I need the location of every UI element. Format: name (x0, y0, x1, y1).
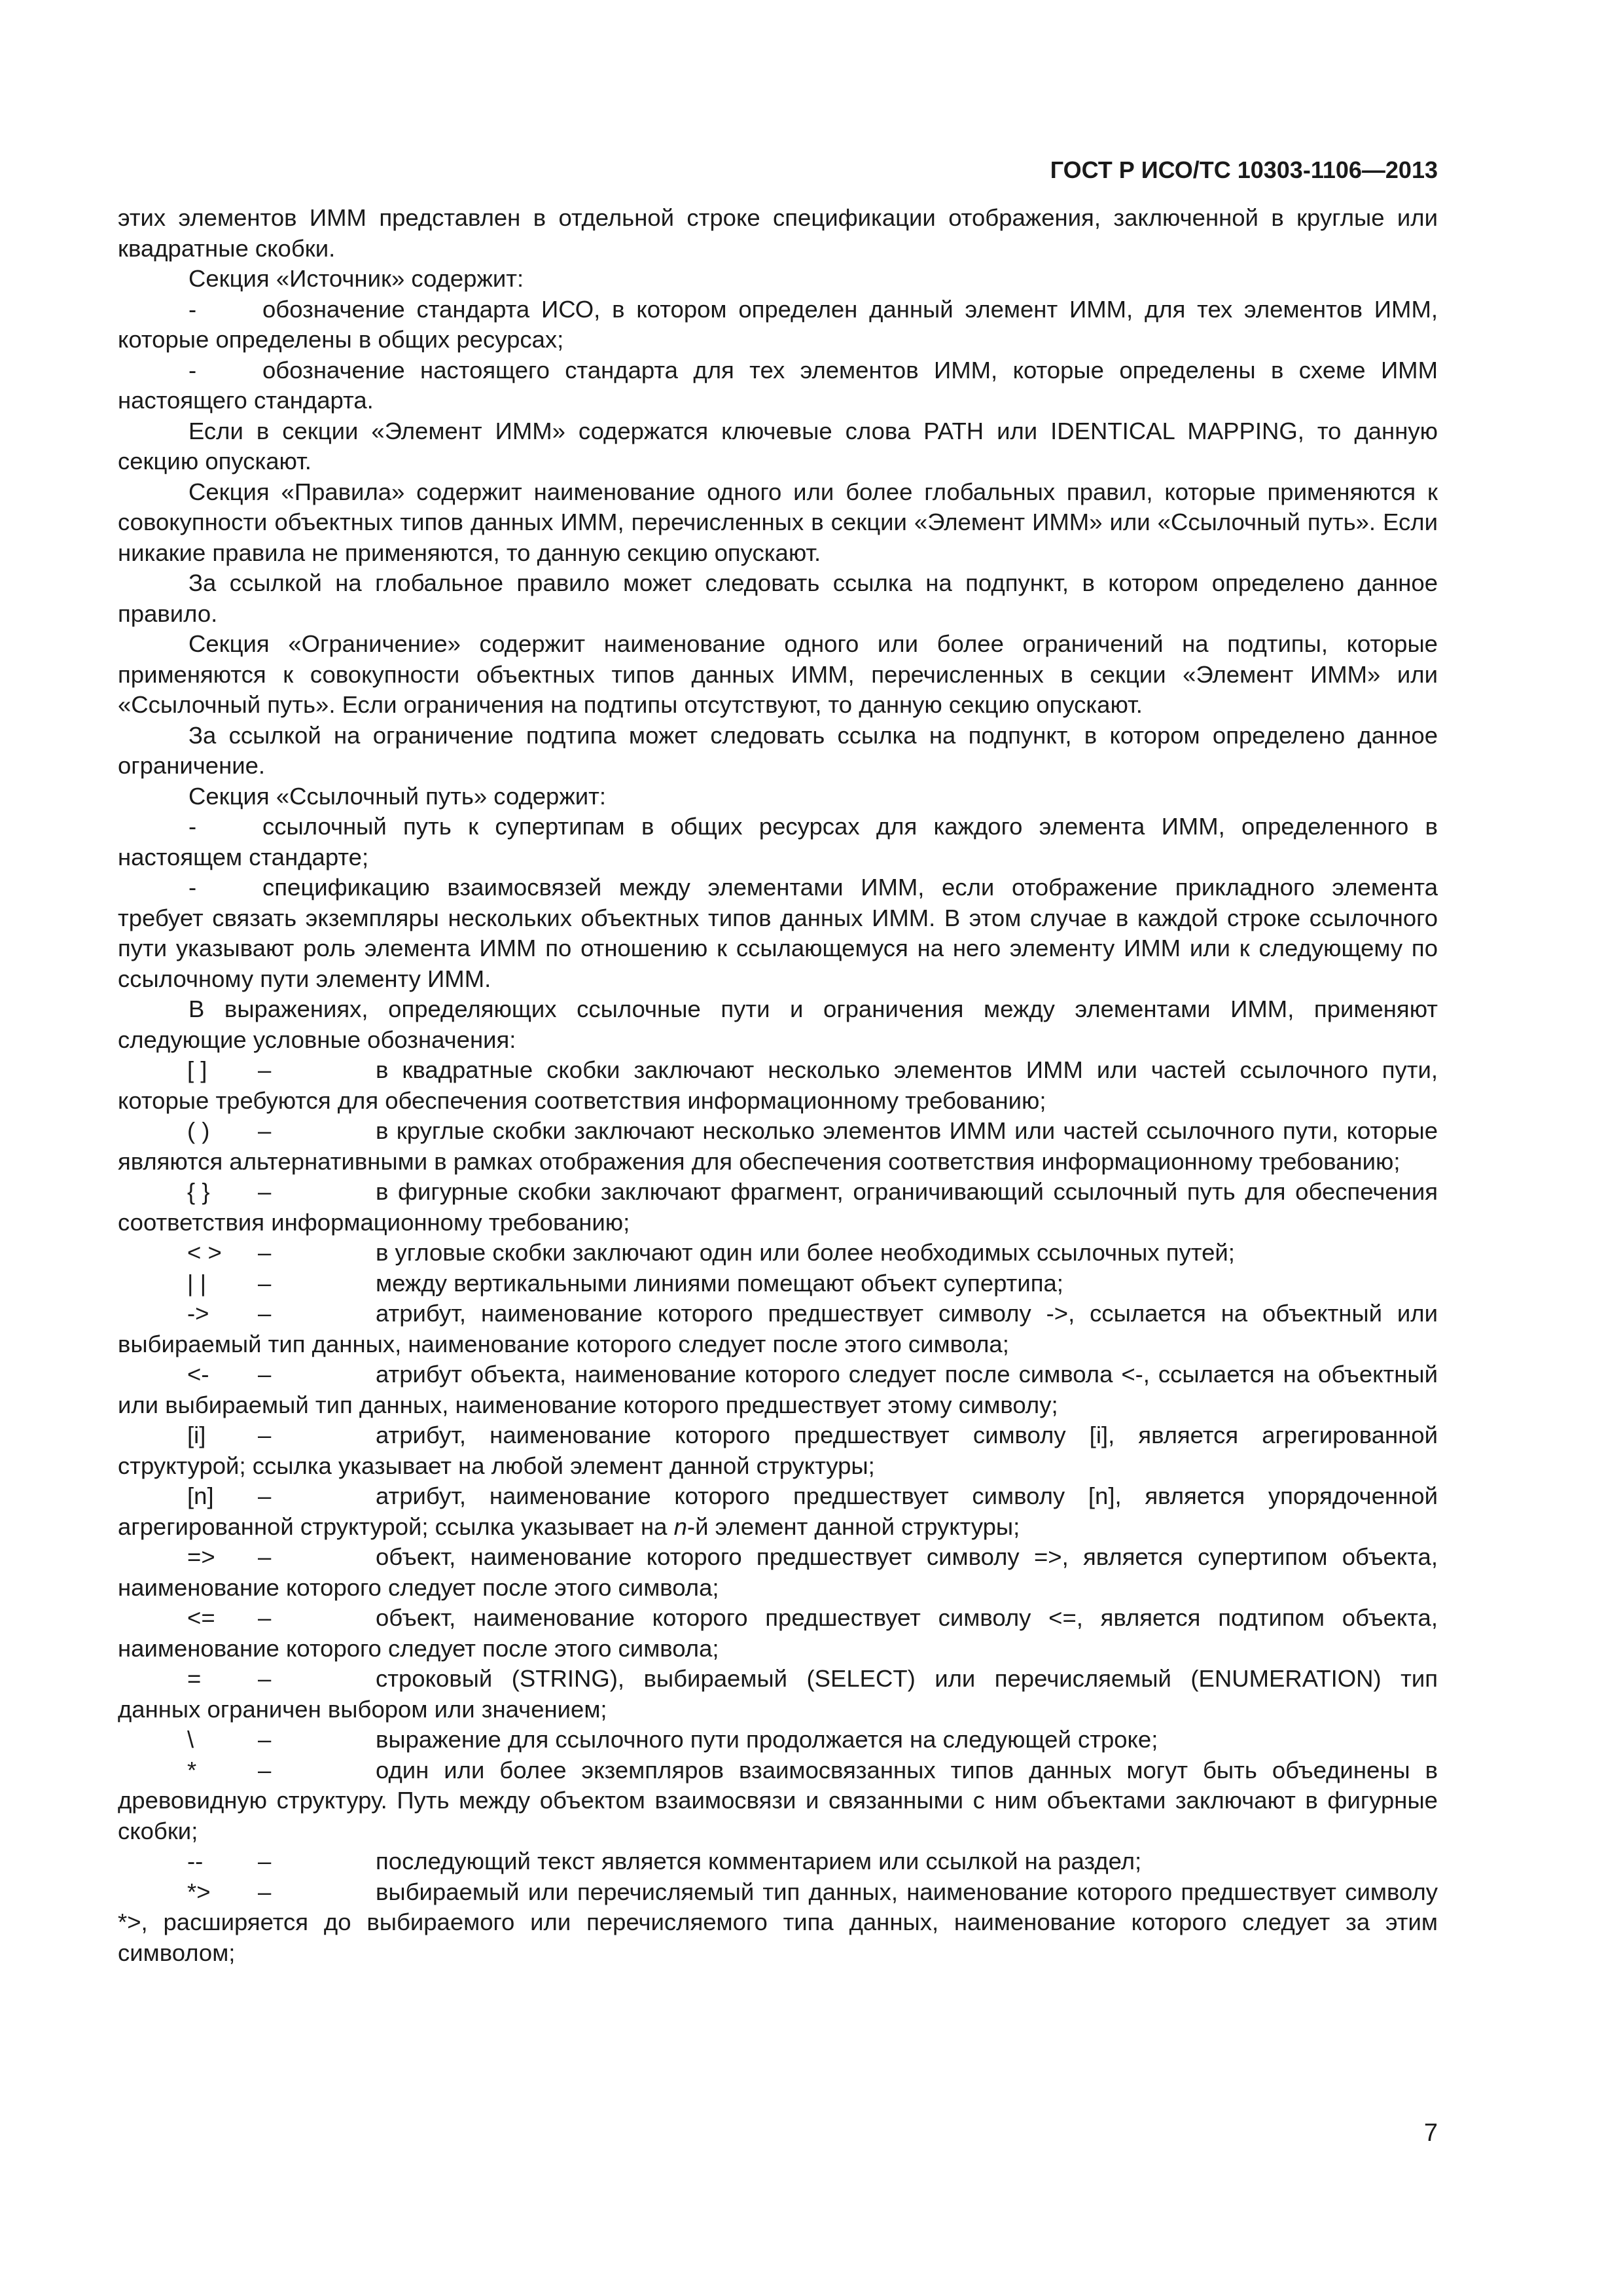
symbol-dash: – (258, 1482, 272, 1509)
symbol-definition (118, 1420, 1438, 1481)
symbol-description-emphasis: n (673, 1513, 687, 1540)
symbol-definition (118, 1481, 1438, 1542)
paragraph: Секция «Правила» содержит наименование одного или более глобальных правил, которые применяются к совокупности объектных типов данных ИММ, перечисленных в секции «Элемент ИММ» или «Ссылочный путь». Если никакие правила не применяются, то данную секцию опускают. (118, 478, 1438, 566)
symbol-dash: – (258, 1178, 272, 1205)
symbol-definition (118, 1877, 1438, 1969)
symbol-description: в квадратные скобки заключают несколько элементов ИММ или частей ссылочного пути, которые требуются для обеспечения соответствия информационному требованию; (118, 1056, 1438, 1114)
symbol-dash: – (258, 1543, 272, 1570)
list-item-text: обозначение стандарта ИСО, в котором определен данный элемент ИММ, для тех элементов ИММ, которые определены в общих ресурсах; (118, 295, 1438, 353)
paragraph: Секция «Ограничение» содержит наименование одного или более ограничений на подтипы, которые применяются к совокупности объектных типов данных ИММ, перечисленных в секции «Элемент ИММ» или «Ссылочный путь». Если ограничения на подтипы отсутствуют, то данную секцию опускают. (118, 630, 1438, 718)
symbol-definition (118, 1268, 1438, 1299)
symbol-notation: { } (187, 1178, 210, 1205)
symbol-description: в фигурные скобки заключают фрагмент, ограничивающий ссылочный путь для обеспечения соответствия информационному требованию; (118, 1178, 1438, 1236)
symbol-description: объект, наименование которого предшествует символу =>, является супертипом объекта, наименование которого следует после этого символа; (118, 1543, 1438, 1601)
symbol-description: объект, наименование которого предшествует символу <=, является подтипом объекта, наименование которого следует после этого символа; (118, 1604, 1438, 1662)
symbol-notation: <= (187, 1604, 215, 1631)
symbol-dash: – (258, 1300, 272, 1327)
paragraph: этих элементов ИММ представлен в отдельной строке спецификации отображения, заключенной в круглые или квадратные скобки. (118, 204, 1438, 262)
symbol-definition (118, 1116, 1438, 1177)
symbol-description: атрибут объекта, наименование которого следует после символа <-, ссылается на объектный или выбираемый тип данных, наименование которого предшествует этому символу; (118, 1361, 1438, 1418)
symbol-notation: *> (187, 1878, 211, 1905)
symbol-list (118, 1055, 1438, 1968)
paragraph: Если в секции «Элемент ИММ» содержатся ключевые слова PATH или IDENTICAL MAPPING, то данную секцию опускают. (118, 417, 1438, 475)
symbol-description: выражение для ссылочного пути продолжается на следующей строке; (376, 1726, 1158, 1753)
paragraph: Секция «Источник» содержит: (188, 265, 524, 292)
document-body (118, 203, 1438, 1968)
symbol-description: между вертикальными линиями помещают объект супертипа; (376, 1269, 1063, 1297)
symbol-dash: – (258, 1756, 272, 1784)
symbol-dash: – (258, 1848, 272, 1874)
list-dash: - (188, 295, 197, 323)
symbol-notation: <- (187, 1361, 209, 1388)
paragraph: Секция «Ссылочный путь» содержит: (188, 782, 607, 810)
symbol-description: атрибут, наименование которого предшествует символу [i], является агрегированной структурой; ссылка указывает на любой элемент данной структуры; (118, 1422, 1438, 1479)
symbol-definition (118, 1299, 1438, 1359)
symbol-dash: – (258, 1665, 272, 1692)
symbol-description: строковый (STRING), выбираемый (SELECT) или перечисляемый (ENUMERATION) тип данных ограничен выбором или значением; (118, 1665, 1438, 1723)
symbol-notation: => (187, 1543, 215, 1570)
symbol-dash: – (258, 1361, 272, 1388)
page-number: 7 (1423, 2119, 1438, 2147)
list-item (118, 872, 1438, 994)
symbol-description-end: -й элемент данной структуры; (687, 1513, 1020, 1540)
symbol-notation: [i] (187, 1422, 206, 1448)
symbol-definition (118, 1755, 1438, 1847)
symbol-definition (118, 1177, 1438, 1238)
symbol-notation: = (187, 1665, 202, 1692)
symbol-description: в угловые скобки заключают один или более необходимых ссылочных путей; (376, 1239, 1235, 1266)
paragraph: В выражениях, определяющих ссылочные пути и ограничения между элементами ИММ, применяют следующие условные обозначения: (118, 996, 1438, 1053)
symbol-definition (118, 1603, 1438, 1664)
symbol-definition (118, 1664, 1438, 1725)
symbol-description-start: атрибут, наименование которого предшествует символу [n], является упорядоченной агрегированной структурой; ссылка указывает на (118, 1482, 1438, 1540)
symbol-dash: – (258, 1422, 272, 1448)
symbol-notation: -- (187, 1848, 204, 1874)
symbol-dash: – (258, 1269, 272, 1297)
list-item (118, 295, 1438, 355)
symbol-notation: -> (187, 1300, 209, 1327)
symbol-dash: – (258, 1878, 272, 1905)
symbol-dash: – (258, 1117, 272, 1144)
symbol-definition (118, 1359, 1438, 1420)
symbol-notation: | | (187, 1269, 207, 1297)
symbol-definition (118, 1055, 1438, 1116)
symbol-dash: – (258, 1239, 272, 1266)
list-dash: - (188, 356, 197, 384)
symbol-notation: < > (187, 1239, 222, 1266)
symbol-definition (118, 1238, 1438, 1268)
symbol-definition (118, 1846, 1438, 1877)
list-item (118, 812, 1438, 872)
symbol-notation: [ ] (187, 1056, 207, 1083)
document-header: ГОСТ Р ИСО/ТС 10303-1106—2013 (1050, 156, 1438, 183)
symbol-description: атрибут, наименование которого предшествует символу ->, ссылается на объектный или выбираемый тип данных, наименование которого следует после этого символа; (118, 1300, 1438, 1357)
symbol-description: в круглые скобки заключают несколько элементов ИММ или частей ссылочного пути, которые являются альтернативными в рамках отображения для обеспечения соответствия информационному требованию; (118, 1117, 1438, 1175)
symbol-notation: * (187, 1756, 197, 1784)
symbol-dash: – (258, 1604, 272, 1631)
paragraph: За ссылкой на глобальное правило может следовать ссылка на подпункт, в котором определено данное правило. (118, 569, 1438, 627)
symbol-description: один или более экземпляров взаимосвязанных типов данных могут быть объединены в древовидную структуру. Путь между объектом взаимосвязи и связанными с ним объектами заключают в фигурные скобки; (118, 1756, 1438, 1844)
list-dash: - (188, 813, 197, 840)
paragraph: За ссылкой на ограничение подтипа может следовать ссылка на подпункт, в котором определено данное ограничение. (118, 721, 1438, 779)
list-item-text: обозначение настоящего стандарта для тех элементов ИММ, которые определены в схеме ИММ настоящего стандарта. (118, 356, 1438, 414)
symbol-dash: – (258, 1726, 272, 1753)
symbol-description: выбираемый или перечисляемый тип данных, наименование которого предшествует символу *>, расширяется до выбираемого или перечисляемого типа данных, наименование которого следует за этим символом; (118, 1878, 1438, 1966)
symbol-definition (118, 1542, 1438, 1603)
symbol-notation: ( ) (187, 1117, 210, 1144)
symbol-notation: \ (187, 1726, 194, 1753)
list-item (118, 355, 1438, 416)
symbol-description: последующий текст является комментарием или ссылкой на раздел; (376, 1848, 1142, 1874)
symbol-dash: – (258, 1056, 272, 1083)
list-item-text: ссылочный путь к супертипам в общих ресурсах для каждого элемента ИММ, определенного в настоящем стандарте; (118, 813, 1438, 870)
symbol-notation: [n] (187, 1482, 214, 1509)
list-item-text: спецификацию взаимосвязей между элементами ИММ, если отображение прикладного элемента требует связать экземпляры нескольких объектных типов данных ИММ. В этом случае в каждой строке ссылочного пути указывают роль элемента ИММ по отношению к ссылающемуся на него элементу ИММ или к следующему по ссылочному пути элементу ИММ. (118, 874, 1438, 992)
list-dash: - (188, 874, 197, 901)
symbol-definition (118, 1725, 1438, 1755)
